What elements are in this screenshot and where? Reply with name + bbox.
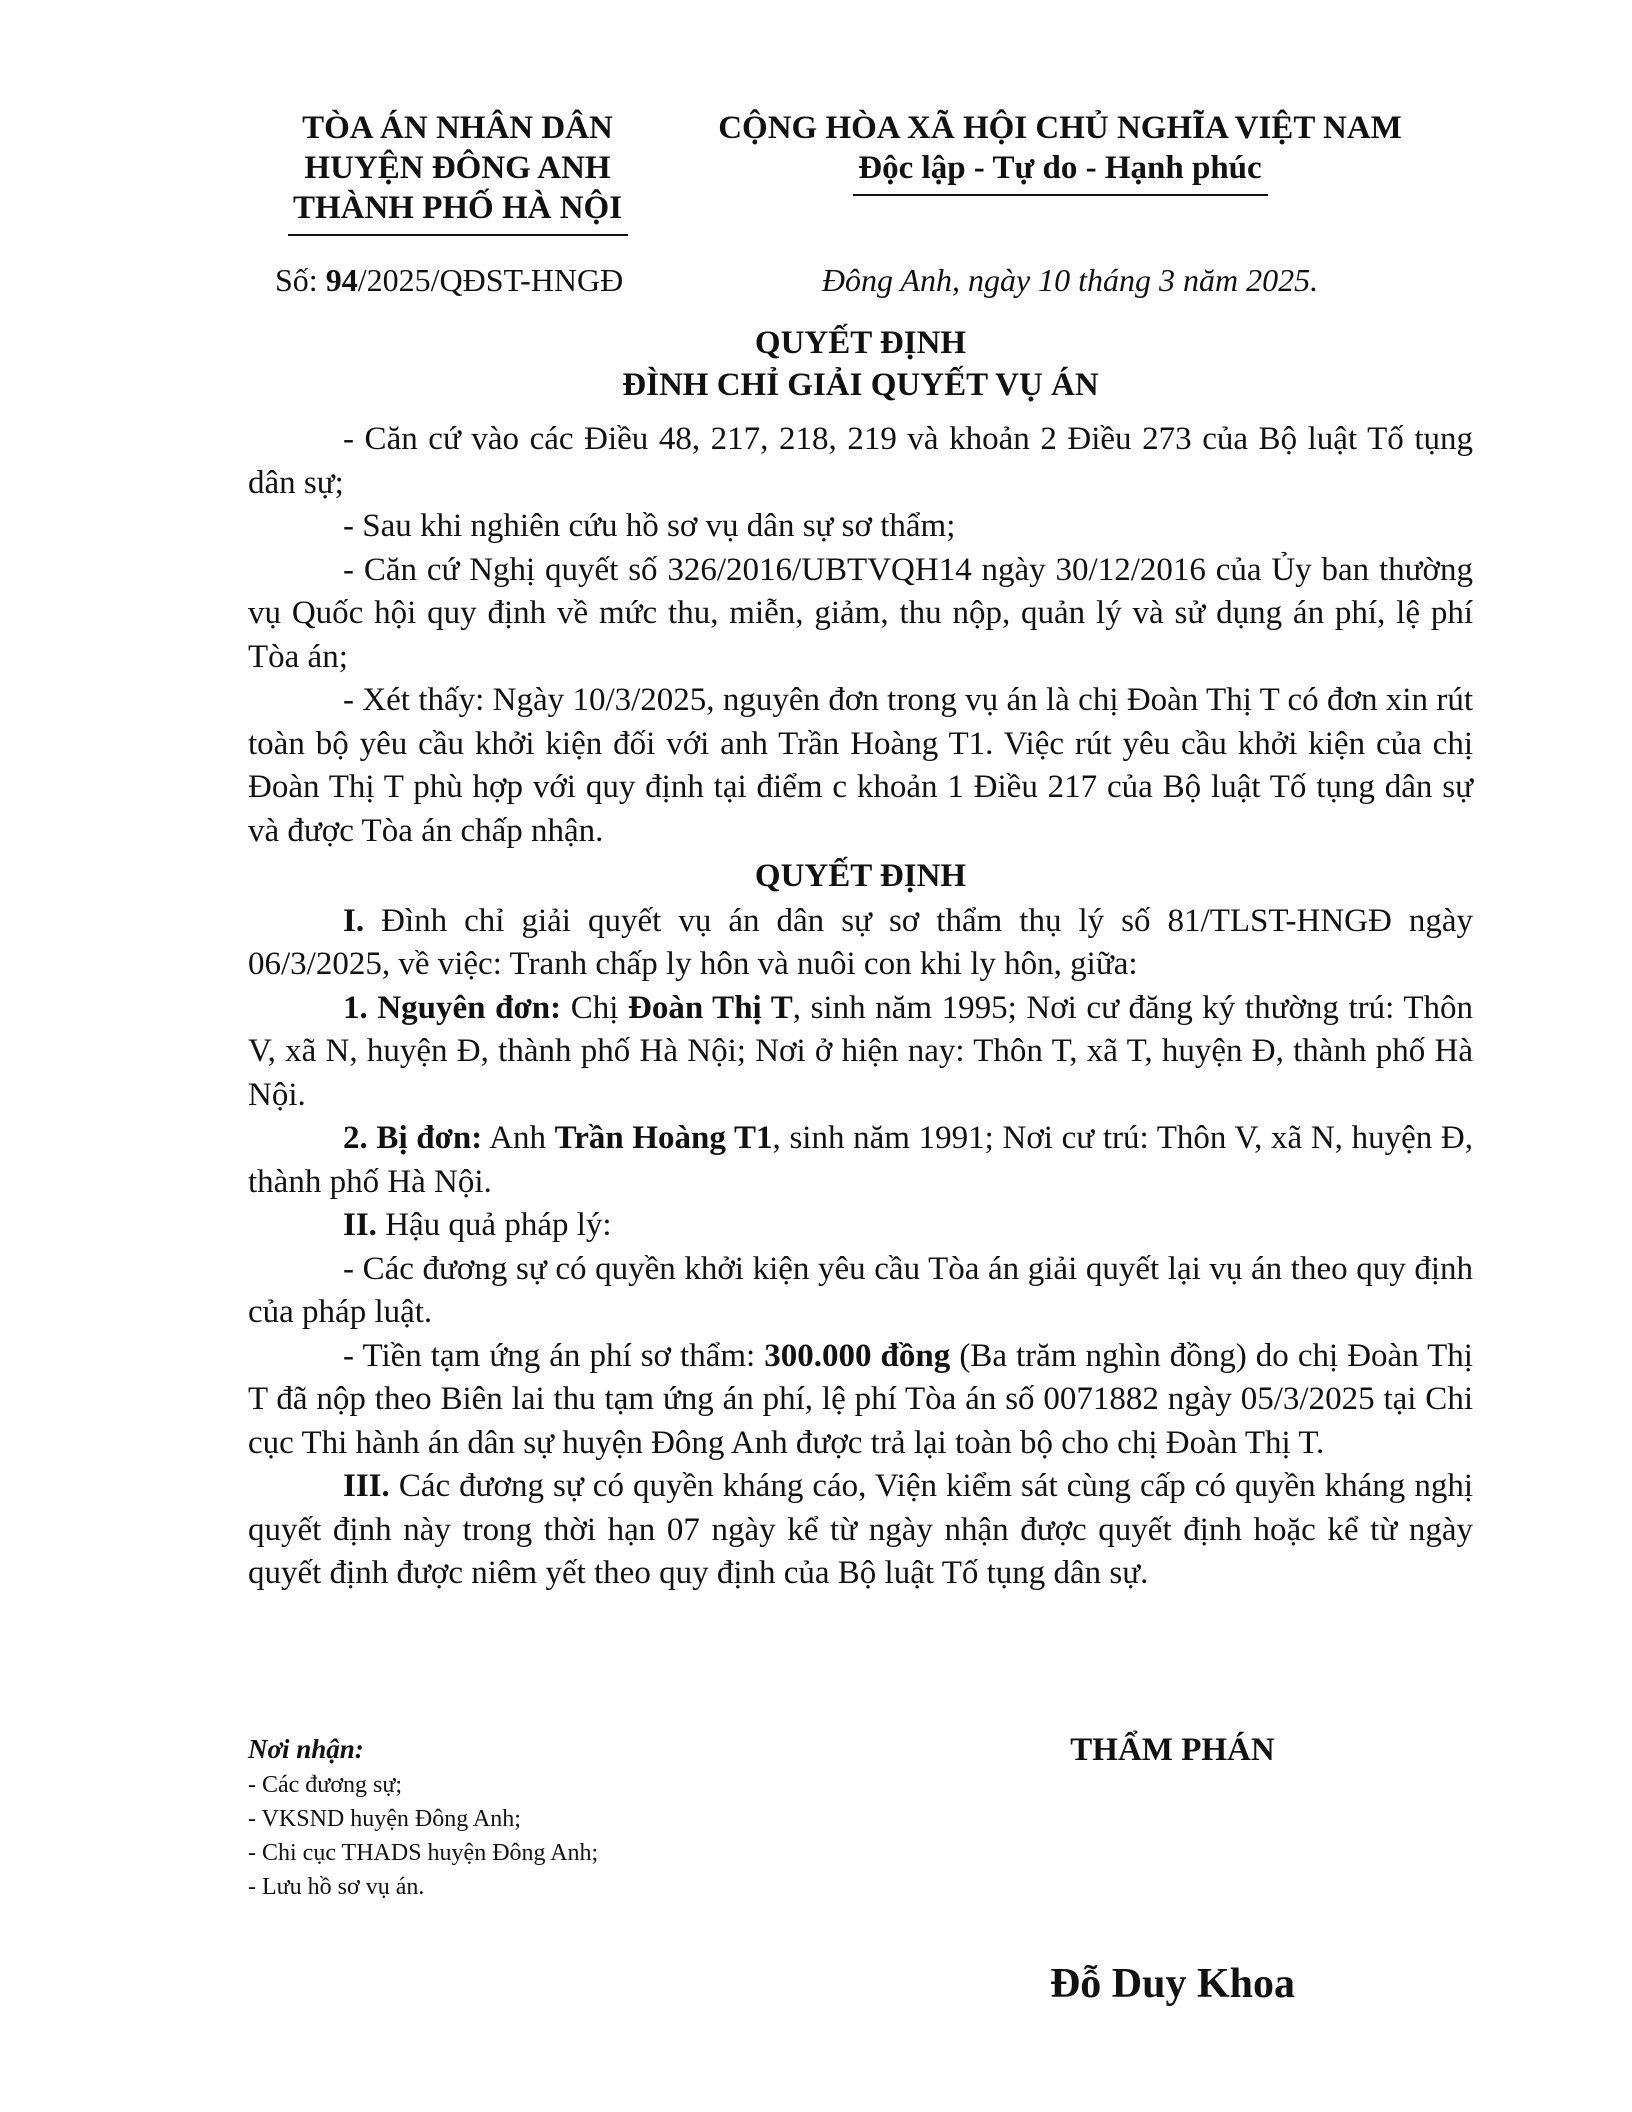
defendant-details: , sinh năm 1991; Nơi cư trú: Thôn V, xã N, huyện Đ, thành phố Hà Nội. [248,1120,1473,1200]
document-body [248,418,1473,1596]
decision-heading: QUYẾT ĐỊNH [754,858,967,894]
recipients-list [248,1768,598,1904]
section-3 [248,1465,1473,1596]
national-motto-underline [853,194,1268,196]
judge-title: THẨM PHÁN [1070,1732,1275,1768]
document-number-value: 94 [325,262,358,298]
recipient-item: - Lưu hồ sơ vụ án. [248,1874,425,1900]
section-2-fee-item [248,1335,1473,1466]
section-3-label: III. [343,1468,390,1504]
defendant-label: 2. Bị đơn: [343,1120,483,1156]
court-name: TÒA ÁN NHÂN DÂN [302,110,613,146]
section-1 [248,900,1473,987]
court-city: THÀNH PHỐ HÀ NỘI [292,190,623,226]
preamble-paragraph: - Căn cứ Nghị quyết số 326/2016/UBTVQH14 ngày 30/12/2016 của Ủy ban thường vụ Quốc hội quy định về mức thu, miễn, giảm, thu nộp, quản lý và sử dụng án phí, lệ phí Tòa án; [248,551,1473,675]
plaintiff-paragraph [248,987,1473,1118]
section-1-text: Đình chỉ giải quyết vụ án dân sự sơ thẩm thụ lý số 81/TLST-HNGĐ ngày 06/3/2025, về việc: Tranh chấp ly hôn và nuôi con khi ly hôn, giữa: [248,902,1473,982]
section-2-item: - Các đương sự có quyền khởi kiện yêu cầu Tòa án giải quyết lại vụ án theo quy định của pháp luật. [248,1250,1473,1330]
recipients-block [248,1730,598,1904]
section-2-label: II. [343,1207,377,1243]
document-number [275,262,623,299]
national-motto: Độc lập - Tự do - Hạnh phúc [858,150,1262,186]
recipient-item: - Các đương sự; [248,1772,403,1798]
plaintiff-name: Đoàn Thị T [628,989,793,1026]
document-date: Đông Anh, ngày 10 tháng 3 năm 2025. [821,262,1319,298]
section-3-text: Các đương sự có quyền kháng cáo, Viện kiểm sát cùng cấp có quyền kháng nghị quyết định này trong thời hạn 07 ngày kể từ ngày nhận được quyết định hoặc kể từ ngày quyết định được niêm yết theo quy định của Bộ luật Tố tụng dân sự. [248,1468,1473,1591]
section-2 [248,1204,1473,1248]
national-header [680,108,1440,196]
document-number-suffix: /2025/QĐST-HNGĐ [357,262,624,298]
national-title: CỘNG HÒA XÃ HỘI CHỦ NGHĨA VIỆT NAM [718,110,1402,146]
recipient-item: - VKSND huyện Đông Anh; [248,1806,521,1832]
recipient-item: - Chi cục THADS huyện Đông Anh; [248,1840,599,1866]
defendant-name: Trần Hoàng T1 [554,1120,773,1156]
court-district: HUYỆN ĐÔNG ANH [304,150,611,186]
plaintiff-prefix: Chị [561,989,628,1026]
plaintiff-details: , sinh năm 1995; Nơi cư đăng ký thường trú: Thôn V, xã N, huyện Đ, thành phố Hà Nội; Nơi ở hiện nay: Thôn T, xã T, huyện Đ, thành phố Hà Nội. [248,989,1473,1113]
preamble-paragraph: - Xét thấy: Ngày 10/3/2025, nguyên đơn trong vụ án là chị Đoàn Thị T có đơn xin rút toàn bộ yêu cầu khởi kiện đối với anh Trần Hoàng T1. Việc rút yêu cầu khởi kiện của chị Đoàn Thị T phù hợp với quy định tại điểm c khoản 1 Điều 217 của Bộ luật Tố tụng dân sự và được Tòa án chấp nhận. [248,682,1473,849]
defendant-prefix: Anh [482,1120,555,1156]
document-title-line1: QUYẾT ĐỊNH [754,325,967,361]
defendant-paragraph [248,1117,1473,1204]
section-1-label: I. [343,902,365,939]
recipients-title: Nơi nhận: [248,1734,364,1764]
preamble-paragraph: - Căn cứ vào các Điều 48, 217, 218, 219 và khoản 2 Điều 273 của Bộ luật Tố tụng dân sự; [248,421,1473,501]
court-header [255,108,660,236]
section-2-text: Hậu quả pháp lý: [376,1207,612,1243]
fee-details: (Ba trăm nghìn đồng) do chị Đoàn Thị T đã nộp theo Biên lai thu tạm ứng án phí, lệ phí Tòa án số 0071882 ngày 05/3/2025 tại Chi cục Thi hành án dân sự huyện Đông Anh được trả lại toàn bộ cho chị Đoàn Thị T. [248,1337,1473,1461]
plaintiff-label: 1. Nguyên đơn: [343,989,562,1026]
fee-amount: 300.000 đồng [764,1337,951,1374]
judge-name: Đỗ Duy Khoa [1049,1961,1296,2007]
court-header-underline [288,234,628,236]
fee-prefix: - Tiền tạm ứng án phí sơ thẩm: [343,1337,765,1374]
preamble-paragraph: - Sau khi nghiên cứu hồ sơ vụ dân sự sơ thẩm; [343,508,956,544]
document-title-line2: ĐÌNH CHỈ GIẢI QUYẾT VỤ ÁN [622,367,1099,403]
document-title [248,322,1473,406]
document-number-prefix: Số: [275,262,326,298]
